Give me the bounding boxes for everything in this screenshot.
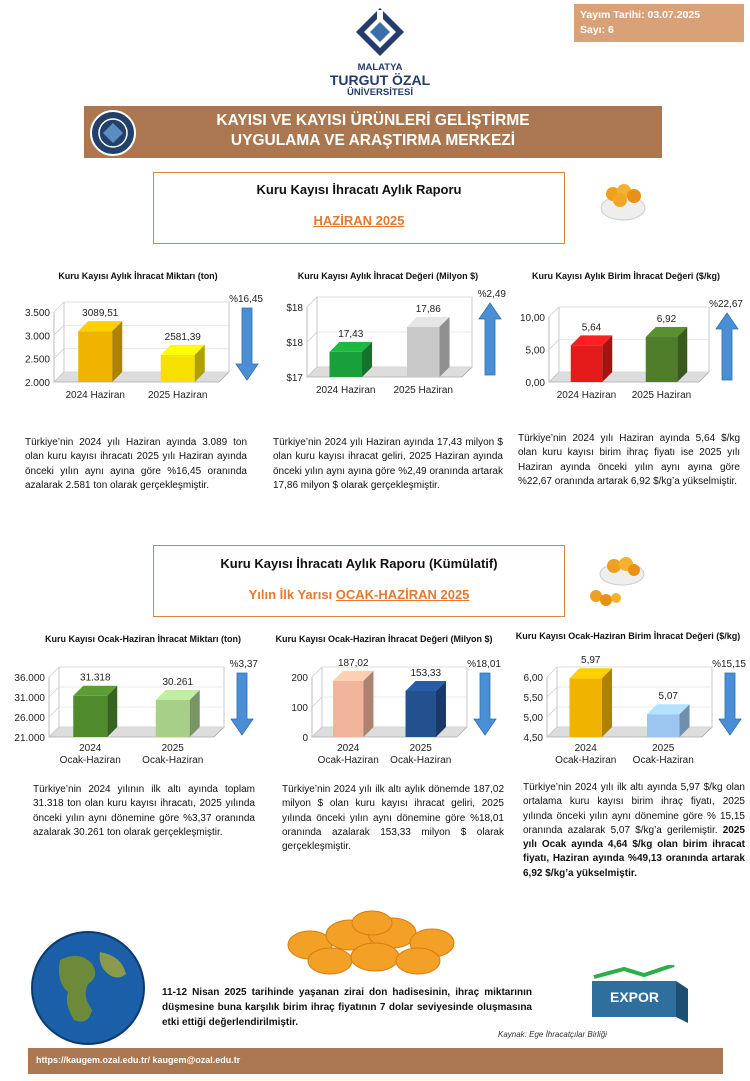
- change-percent-label: %3,37: [229, 659, 258, 670]
- paragraph-cumulative-value: Türkiye’nin 2024 yılı ilk altı aylık dönemde 187,02 milyon $ olan kuru kayısı ihracat geliri, 2025 yılında önceki yılın aynı dönemine göre %18,01 oranında azalarak 153,33 milyon $ olarak gerçekleşmiştir.: [282, 784, 504, 853]
- cumulative-report-box: [153, 545, 565, 617]
- chart6-title: Kuru Kayısı Ocak-Haziran Birim İhracat Değeri ($/kg): [515, 631, 741, 641]
- x-category-label: Ocak-Haziran: [142, 755, 204, 766]
- bar-front: [406, 691, 436, 737]
- bar-data-label: 5,07: [658, 691, 678, 703]
- bar-side: [112, 321, 122, 382]
- chart1-svg: [10, 290, 265, 420]
- chart-gridline-side: [549, 307, 559, 317]
- chart-y-tick-label: 10,00: [519, 313, 545, 324]
- cumulative-period-range: OCAK-HAZİRAN 2025: [335, 587, 470, 602]
- x-category-label: 2024 Haziran: [65, 390, 125, 401]
- bar-side: [602, 668, 612, 737]
- chart-gridline-side: [547, 707, 557, 717]
- banner-line-1: KAYISI VE KAYISI ÜRÜNLERİ GELİŞTİRME: [216, 112, 530, 129]
- source-note: Kaynak: Ege İhracatçılar Birliği: [498, 1030, 607, 1039]
- paragraph-cumulative-unit-price-b: 2025 yılı Ocak ayında 4,64 $/kg olan birim ihracat fiyatı, Haziran ayında %49,13 oranında artarak 6,92 $/kg’a yükselmiştir.: [523, 824, 745, 879]
- chart-y-tick-label: 36.000: [14, 673, 45, 684]
- center-banner: [84, 106, 662, 158]
- bar-side: [363, 671, 373, 737]
- apricot-bowl-icon: [598, 178, 648, 222]
- chart-y-tick-label: $18: [286, 303, 303, 314]
- bar-data-label: 5,97: [581, 655, 601, 667]
- publication-info: [574, 4, 744, 42]
- chart-gridline-side: [312, 667, 322, 677]
- arrow-down-icon: [231, 673, 253, 735]
- apricot-bowl-icon-2: [582, 552, 648, 608]
- chart4-svg: [5, 655, 260, 775]
- chart-y-tick-label: 4,50: [523, 733, 543, 744]
- bar-data-label: 30.261: [162, 676, 194, 688]
- bar-data-label: 2581,39: [164, 331, 201, 343]
- bar-data-label: 17,86: [415, 303, 441, 315]
- x-category-label: Ocak-Haziran: [59, 755, 121, 766]
- paragraph-cumulative-quantity: Türkiye’nin 2024 yılının ilk altı ayında toplam 31.318 ton olan kuru kayısı ihracatı, 2025 yılında önceki yılın aynı dönemine göre %3,37 oranında azalarak 30.261 ton olarak gerçekleşmiştir.: [33, 784, 255, 838]
- change-percent-label: %18,01: [467, 659, 501, 670]
- chart-gridline-side: [312, 697, 322, 707]
- bar-data-label: 6,92: [656, 314, 677, 326]
- chart1-title: Kuru Kayısı Aylık İhracat Miktarı (ton): [58, 271, 218, 281]
- chart-gridline-side: [307, 297, 317, 307]
- bar-side: [440, 317, 450, 377]
- logo-line-1: MALATYA: [357, 62, 403, 73]
- monthly-report-title: Kuru Kayısı İhracatı Aylık Raporu: [256, 182, 462, 197]
- chart-y-tick-label: 3.500: [24, 308, 50, 319]
- chart-gridline-side: [54, 349, 64, 359]
- x-category-label: 2024: [79, 743, 102, 754]
- paragraph-cumulative-unit-price-a: Türkiye’nin 2024 yılı ilk altı ayında 5,97 $/kg olan ortalama kuru kayısı birim ihraç fiyatı, 2025 yılında önceki yılın aynı dönemine göre % 15,15 oranında azalarak 5,07 $/kg’a gerilemiştir.: [523, 782, 745, 836]
- export-container-image: [584, 965, 694, 1023]
- chart4-title: Kuru Kayısı Ocak-Haziran İhracat Miktarı (ton): [44, 634, 242, 644]
- bar-data-label: 17,43: [338, 328, 364, 340]
- chart-y-tick-label: 26.000: [14, 713, 45, 724]
- chart-y-tick-label: 31.000: [14, 693, 45, 704]
- x-category-label: 2024 Haziran: [556, 390, 617, 401]
- change-percent-label: %22,67: [709, 299, 743, 310]
- chart6-svg: [503, 655, 748, 775]
- globe-icon: [30, 930, 146, 1046]
- center-seal-icon: [90, 110, 136, 156]
- footer-links[interactable]: https://kaugem.ozal.edu.tr/ kaugem@ozal.edu.tr: [36, 1055, 241, 1065]
- chart-y-tick-label: 0,00: [525, 378, 545, 389]
- chart-gridline-side: [49, 707, 59, 717]
- chart2-svg: [263, 285, 508, 415]
- bar-front: [78, 331, 112, 382]
- bar-front: [647, 714, 680, 737]
- change-percent-label: %16,45: [229, 294, 263, 305]
- footer-contact: [28, 1048, 723, 1074]
- chart-y-tick-label: $17: [286, 373, 303, 384]
- monthly-report-period: HAZİRAN 2025: [313, 213, 405, 228]
- x-category-label: Ocak-Haziran: [390, 755, 452, 766]
- chart3-svg: [505, 295, 745, 420]
- university-logo: [320, 6, 440, 106]
- x-category-label: Ocak-Haziran: [317, 755, 379, 766]
- change-percent-label: %15,15: [712, 659, 746, 670]
- cumulative-report-title: Kuru Kayısı İhracatı Aylık Raporu (Kümülatif): [220, 556, 498, 571]
- x-category-label: 2025 Haziran: [631, 390, 692, 401]
- bar-front: [407, 327, 440, 377]
- export-label: EXPOR: [610, 989, 660, 1005]
- bar-front: [156, 700, 190, 737]
- chart-y-tick-label: 21.000: [14, 733, 45, 744]
- x-category-label: 2025: [652, 743, 675, 754]
- frost-note: 11-12 Nisan 2025 tarihinde yaşanan zirai don hadisesinin, ihraç miktarının düşmesine buna karşılık birim ihraç fiyatının 7 dolar seviyesinde oluşmasına etki ettiği değerlendirilmiştir.: [162, 987, 532, 1028]
- chart-gridline-side: [547, 667, 557, 677]
- dried-apricots-image: [280, 905, 470, 977]
- bar-data-label: 153,33: [410, 668, 442, 680]
- paragraph-monthly-value: Türkiye’nin 2024 yılı Haziran ayında 17,43 milyon $ olan kuru kayısı ihracat geliri, 2025 Haziran ayında önceki yılın aynı ayına göre %2,49 oranında artarak 17,86 milyon $ olarak gerçekleşmiştir.: [273, 437, 503, 491]
- logo-line-3: ÜNİVERSİTESİ: [347, 87, 413, 98]
- x-category-label: Ocak-Haziran: [632, 755, 694, 766]
- chart-gridline-side: [49, 667, 59, 677]
- chart5-svg: [268, 655, 503, 775]
- chart-y-tick-label: 2.500: [24, 354, 50, 366]
- bar-front: [329, 352, 362, 377]
- chart-gridline-side: [49, 687, 59, 697]
- arrow-down-icon: [236, 308, 258, 380]
- bar-front: [333, 681, 363, 737]
- arrow-up-icon: [716, 313, 738, 380]
- x-category-label: 2025: [409, 743, 432, 754]
- paragraph-monthly-quantity: Türkiye’nin 2024 yılı Haziran ayında 3.089 ton olan kuru kayısı ihracatı 2025 yılı Haziran ayında önceki yılın aynı ayına göre %16,45 oranında azalarak 2.581 ton olarak gerçekleşmiştir.: [25, 437, 247, 491]
- monthly-report-box: [153, 172, 565, 244]
- x-category-label: 2024 Haziran: [316, 385, 376, 396]
- chart-y-tick-label: 2.000: [24, 378, 50, 389]
- chart3-title: Kuru Kayısı Aylık Birim İhracat Değeri ($/kg): [532, 271, 720, 281]
- chart-y-tick-label: 5,00: [525, 345, 545, 357]
- chart2-title: Kuru Kayısı Aylık İhracat Değeri (Milyon $): [297, 271, 479, 281]
- chart-gridline-side: [54, 325, 64, 335]
- banner-line-2: UYGULAMA VE ARAŞTIRMA MERKEZİ: [230, 132, 516, 149]
- bar-data-label: 31.318: [79, 672, 111, 684]
- bar-front: [73, 696, 107, 737]
- arrow-down-icon: [719, 673, 741, 735]
- chart-gridline-side: [307, 332, 317, 342]
- cumulative-report-period: [154, 587, 564, 602]
- x-category-label: 2025 Haziran: [148, 390, 208, 401]
- publish-date: Yayım Tarihi: 03.07.2025: [580, 9, 701, 21]
- chart-gridline-side: [549, 340, 559, 350]
- x-category-label: 2024: [574, 743, 597, 754]
- bar-front: [646, 337, 678, 382]
- x-category-label: 2024: [337, 743, 360, 754]
- bar-data-label: 187,02: [337, 657, 369, 669]
- x-category-label: 2025: [161, 743, 184, 754]
- chart-y-tick-label: 6,00: [523, 673, 543, 684]
- chart-gridline-side: [547, 687, 557, 697]
- chart-y-tick-label: 100: [291, 703, 308, 714]
- chart-y-tick-label: $18: [286, 338, 303, 349]
- chart-y-tick-label: 200: [291, 673, 308, 684]
- arrow-up-icon: [479, 303, 501, 375]
- logo-emblem-icon: [352, 6, 408, 58]
- chart-y-tick-label: 5,00: [523, 713, 543, 724]
- chart-gridline-side: [54, 302, 64, 312]
- paragraph-cumulative-unit-price: [523, 781, 745, 881]
- bar-data-label: 3089,51: [82, 308, 119, 320]
- change-percent-label: %2,49: [477, 289, 506, 300]
- chart5-title: Kuru Kayısı Ocak-Haziran İhracat Değeri (Milyon $): [275, 634, 493, 644]
- bar-front: [571, 345, 603, 382]
- chart-y-tick-label: 0: [302, 733, 308, 744]
- x-category-label: 2025 Haziran: [393, 385, 453, 396]
- chart-y-tick-label: 5,50: [523, 693, 543, 704]
- chart-y-tick-label: 3.000: [24, 331, 50, 343]
- arrow-down-icon: [474, 673, 496, 735]
- x-category-label: Ocak-Haziran: [555, 755, 617, 766]
- cumulative-period-prefix: Yılın İlk Yarısı: [248, 587, 336, 602]
- bar-front: [161, 355, 195, 382]
- logo-line-2: TURGUT ÖZAL: [329, 72, 431, 88]
- bar-front: [569, 678, 602, 737]
- paragraph-monthly-unit-price: Türkiye’nin 2024 yılı Haziran ayında 5,64 $/kg olan kuru kayısı birim ihraç fiyatı ise 2025 yılı Haziran ayında önceki yılın aynı ayına göre %22,67 oranında artarak 6,92 $/kg’a yükselmiştir.: [518, 433, 740, 487]
- bar-data-label: 5,64: [581, 322, 602, 334]
- issue-number: Sayı: 6: [580, 24, 614, 36]
